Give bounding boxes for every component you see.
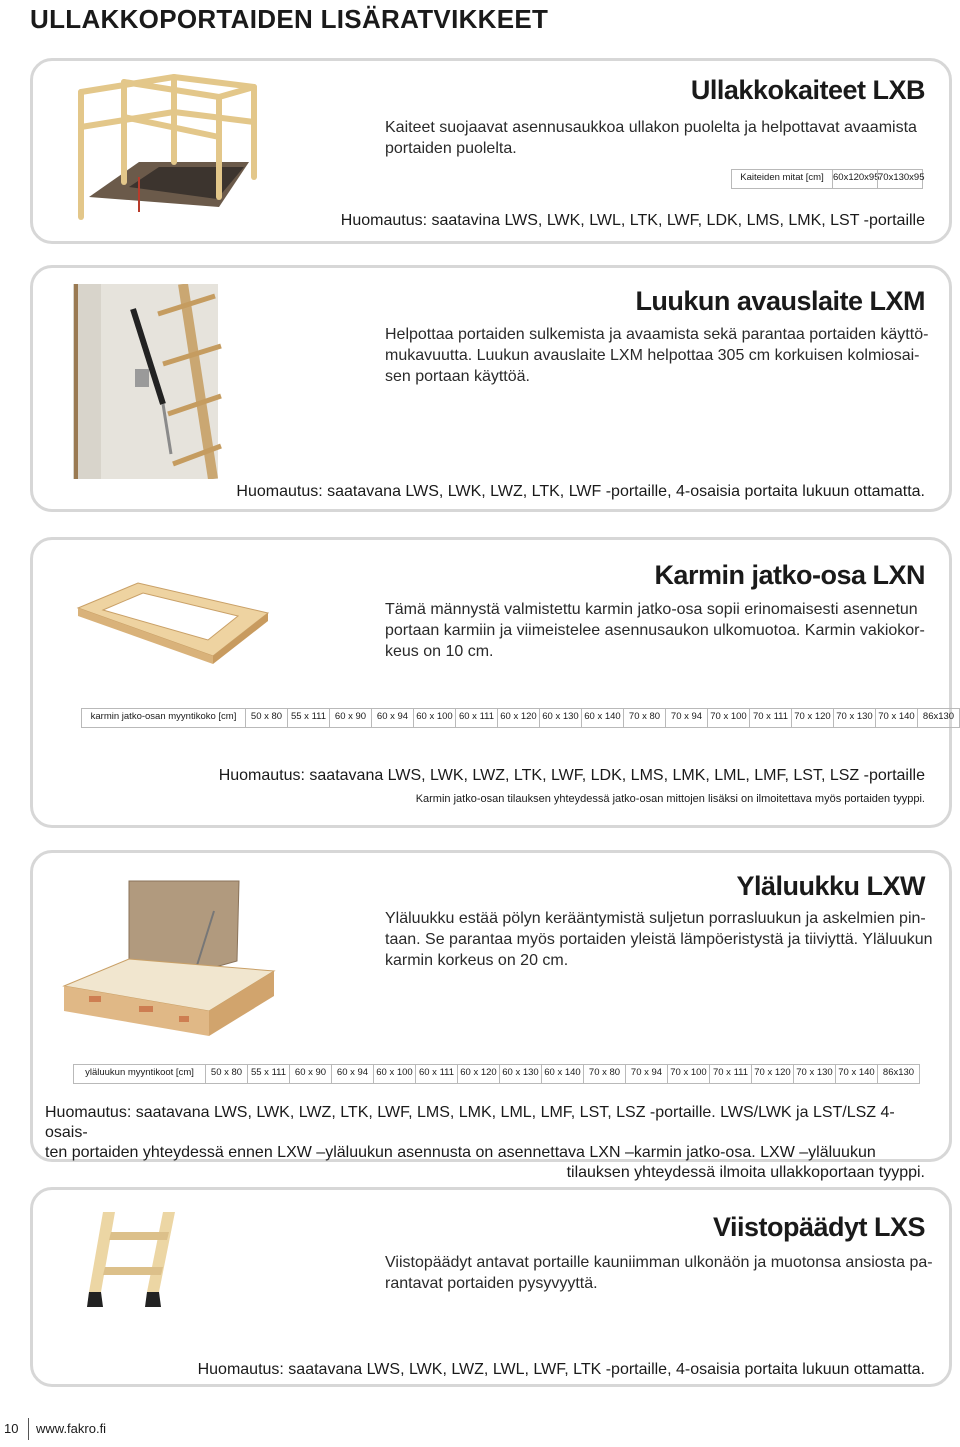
angled-feet-image xyxy=(83,1212,193,1322)
section-description: Helpottaa portaiden sulkemista ja avaamista sekä parantaa portaiden käyttö-mukavuutta. Luukun avauslaite LXM helpottaa 305 cm korkuisen kolmiosai-sen portaan käyttöä. xyxy=(385,326,929,385)
table-cell: 70 x 80 xyxy=(583,1065,625,1083)
table-cell: 60 x 90 xyxy=(289,1065,331,1083)
section-note-small: Karmin jatko-osan tilauksen yhteydessä jatko-osan mittojen lisäksi on ilmoitettava myös portaiden tyyppi. xyxy=(415,793,925,805)
page-title: ULLAKKOPORTAIDEN LISÄRATVIKKEET xyxy=(30,4,549,34)
table-cell: 70 x 94 xyxy=(665,709,707,727)
section-note: Huomautus: saatavana LWS, LWK, LWZ, LTK, LWF -portaille, 4-osaisia portaita lukuun ottamatta. xyxy=(236,483,925,500)
table-cell: 70 x 111 xyxy=(709,1065,751,1083)
section-note: Huomautus: saatavana LWS, LWK, LWZ, LWL, LWF, LTK -portaille, 4-osaisia portaita lukuun ottamatta. xyxy=(197,1361,925,1378)
table-header: Kaiteiden mitat [cm] xyxy=(740,172,824,183)
website-link[interactable]: www.fakro.fi xyxy=(36,1421,107,1436)
section-heading: Yläluukku LXW xyxy=(736,871,925,901)
section-description: Kaiteet suojaavat asennusaukkoa ullakon puolelta ja helpottavat avaamista portaiden puolelta. xyxy=(385,119,917,157)
table-cell: 60 x 100 xyxy=(373,1065,415,1083)
section-top-hatch xyxy=(30,850,952,1181)
hatch-opener-image xyxy=(73,284,223,479)
table-cell: 70 x 94 xyxy=(625,1065,667,1083)
footer-divider xyxy=(28,1418,29,1440)
table-cell: 70 x 120 xyxy=(791,709,833,727)
section-note: Huomautus: saatavina LWS, LWK, LWL, LTK, LWF, LDK, LMS, LMK, LST -portaille xyxy=(340,212,925,229)
table-header: yläluukun myyntikoot [cm] xyxy=(85,1067,194,1078)
table-cell: 60 x 120 xyxy=(497,709,539,727)
table-cell: 60 x 94 xyxy=(331,1065,373,1083)
section-railing xyxy=(30,58,952,244)
table-cell: 70 x 111 xyxy=(749,709,791,727)
table-cell: 60x120x95 xyxy=(832,170,877,188)
table-cell: 60 x 130 xyxy=(539,709,581,727)
section-heading: Karmin jatko-osa LXN xyxy=(654,560,925,590)
table-header: karmin jatko-osan myyntikoko [cm] xyxy=(90,711,237,722)
table-cell: 70 x 100 xyxy=(707,709,749,727)
table-cell: 70 x 130 xyxy=(793,1065,835,1083)
section-heading: Luukun avauslaite LXM xyxy=(635,286,925,316)
section-note xyxy=(45,1103,925,1183)
top-hatch-sizes-table xyxy=(73,1064,920,1084)
table-cell: 70 x 100 xyxy=(667,1065,709,1083)
section-opener xyxy=(30,265,952,512)
section-description: Tämä männystä valmistettu karmin jatko-osa sopii erinomaisesti asennetun portaan karmiin ja viimeistelee asennusaukon ulkomuotoa. Karmin vakiokor-keus on 10 cm. xyxy=(385,601,925,660)
table-cell: 70 x 120 xyxy=(751,1065,793,1083)
note-line: tilauksen yhteydessä ilmoita ullakkoportaan tyyppi. xyxy=(566,1164,925,1181)
frame-extension-image xyxy=(73,578,273,668)
section-heading: Viistopäädyt LXS xyxy=(712,1212,925,1242)
table-cell: 70 x 140 xyxy=(835,1065,877,1083)
table-cell: 70 x 80 xyxy=(623,709,665,727)
table-cell: 60 x 140 xyxy=(581,709,623,727)
table-cell: 60 x 120 xyxy=(457,1065,499,1083)
table-cell: 60 x 140 xyxy=(541,1065,583,1083)
wooden-railing-image xyxy=(69,67,269,222)
table-cell: 60 x 111 xyxy=(415,1065,457,1083)
table-cell: 60 x 90 xyxy=(329,709,371,727)
table-cell: 60 x 130 xyxy=(499,1065,541,1083)
section-note: Huomautus: saatavana LWS, LWK, LWZ, LTK, LWF, LDK, LMS, LMK, LML, LMF, LST, LSZ -portaille xyxy=(218,767,925,784)
frame-extension-sizes-table xyxy=(81,708,960,728)
top-hatch-image xyxy=(59,871,279,1041)
table-cell: 50 x 80 xyxy=(245,709,287,727)
railing-dimensions-table xyxy=(731,169,923,189)
table-cell: 86x130 xyxy=(877,1065,919,1083)
table-cell: 86x130 xyxy=(917,709,959,727)
table-cell: 60 x 100 xyxy=(413,709,455,727)
table-cell: 70 x 130 xyxy=(833,709,875,727)
table-cell: 55 x 111 xyxy=(287,709,329,727)
note-line: Huomautus: saatavana LWS, LWK, LWZ, LTK, LWF, LMS, LMK, LML, LMF, LST, LSZ -portaille. LWS/LWK ja LST/LSZ 4-osais- xyxy=(45,1104,895,1141)
section-heading: Ullakkokaiteet LXB xyxy=(690,75,925,105)
page-number: 10 xyxy=(4,1421,19,1436)
note-line: ten portaiden yhteydessä ennen LXW –yläluukun asennusta on asennettava LXN –karmin jatko-osa. LXW –yläluukun xyxy=(45,1144,876,1161)
section-description: Viistopäädyt antavat portaille kauniimman ulkonäön ja muotonsa ansiosta pa-rantavat portaiden pysyvyyttä. xyxy=(385,1254,933,1292)
table-cell: 60 x 94 xyxy=(371,709,413,727)
table-cell: 70 x 140 xyxy=(875,709,917,727)
table-cell: 60 x 111 xyxy=(455,709,497,727)
section-description: Yläluukku estää pölyn kerääntymistä suljetun porrasluukun ja askelmien pin-taan. Se parantaa myös portaiden yleistä lämpöeristystä ja tiiviyttä. Yläluukun karmin korkeus on 20 cm. xyxy=(385,910,933,969)
table-cell: 70x130x95 xyxy=(877,170,922,188)
table-cell: 55 x 111 xyxy=(247,1065,289,1083)
section-angled-feet xyxy=(30,1187,952,1387)
section-frame-extension xyxy=(30,537,955,828)
table-cell: 50 x 80 xyxy=(205,1065,247,1083)
